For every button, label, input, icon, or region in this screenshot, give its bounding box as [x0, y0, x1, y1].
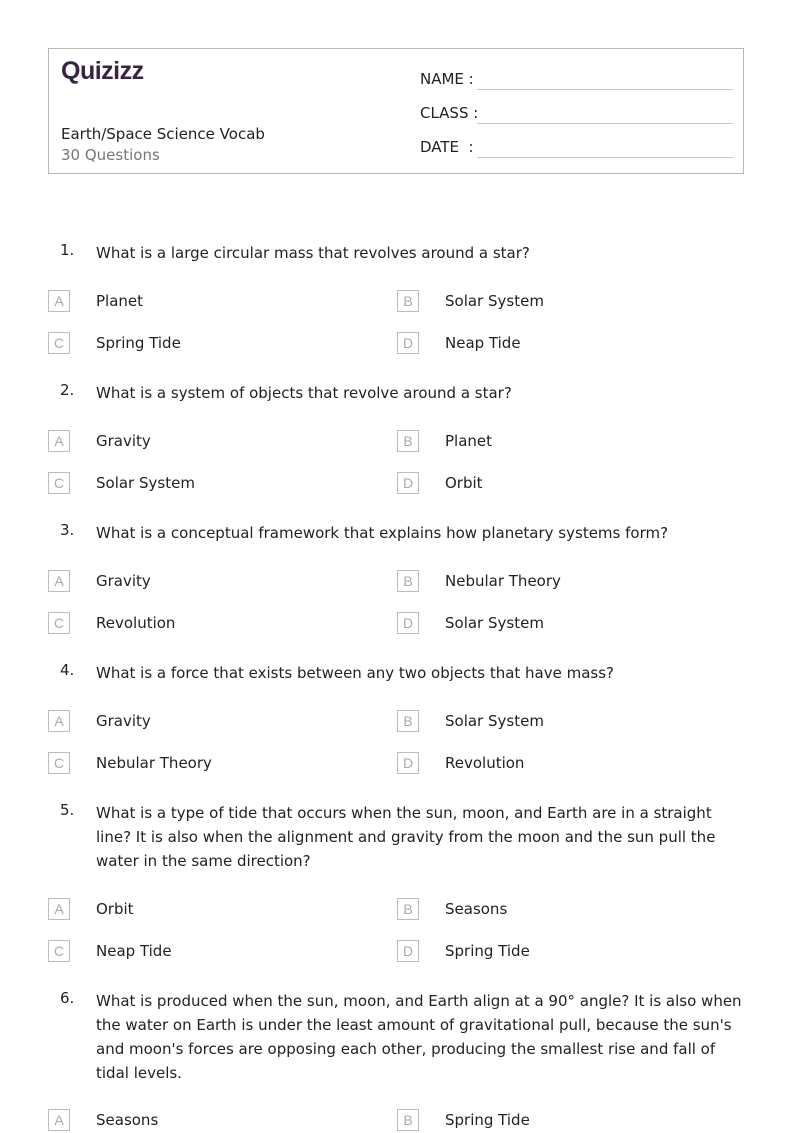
worksheet-header — [48, 48, 744, 174]
option-letter-box: C — [48, 940, 70, 962]
option-text: Solar System — [445, 712, 544, 730]
name-field[interactable] — [420, 66, 733, 90]
option-letter-box: C — [48, 752, 70, 774]
option-text: Spring Tide — [445, 1111, 530, 1129]
option-text: Planet — [96, 292, 144, 310]
date-field[interactable] — [420, 134, 733, 158]
option-text: Neap Tide — [96, 942, 172, 960]
class-field[interactable] — [420, 100, 733, 124]
question-text: What is a system of objects that revolve around a star? — [96, 384, 512, 402]
option-text: Gravity — [96, 432, 151, 450]
option-letter-box: B — [397, 430, 419, 452]
option-letter-box: B — [397, 290, 419, 312]
option-letter-box: B — [397, 898, 419, 920]
option-text: Gravity — [96, 712, 151, 730]
question-text: What is a conceptual framework that explains how planetary systems form? — [96, 524, 669, 542]
option-text: Spring Tide — [96, 334, 181, 352]
date-label: DATE : — [420, 138, 474, 156]
option-text: Planet — [445, 432, 493, 450]
option-letter-box: A — [48, 290, 70, 312]
option-letter-box: A — [48, 710, 70, 732]
question-text: What is a force that exists between any two objects that have mass? — [96, 664, 615, 682]
option-letter-box: D — [397, 612, 419, 634]
question-number: 1. — [60, 241, 75, 259]
worksheet-title: Earth/Space Science Vocab — [61, 125, 265, 143]
name-line[interactable] — [477, 89, 733, 90]
option-text: Seasons — [96, 1111, 159, 1129]
option-letter-box: B — [397, 1109, 419, 1131]
option-letter-box: D — [397, 472, 419, 494]
option-text: Nebular Theory — [445, 572, 561, 590]
option-letter-box: C — [48, 332, 70, 354]
question-number: 3. — [60, 521, 75, 539]
option-letter-box: C — [48, 472, 70, 494]
option-text: Solar System — [445, 292, 544, 310]
option-letter-box: B — [397, 570, 419, 592]
option-letter-box: A — [48, 898, 70, 920]
question-number: 4. — [60, 661, 75, 679]
question-number: 2. — [60, 381, 75, 399]
option-letter-box: A — [48, 570, 70, 592]
question-text: What is produced when the sun, moon, and Earth align at a 90° angle? It is also when the water on Earth is under the least amount of gravitational pull, because the sun's and moon's forces are opposing each other, producing the smallest rise and fall of tidal levels. — [96, 992, 742, 1082]
option-text: Spring Tide — [445, 942, 530, 960]
option-text: Revolution — [445, 754, 525, 772]
question-count: 30 Questions — [61, 146, 160, 164]
option-letter-box: A — [48, 1109, 70, 1131]
question-text: What is a type of tide that occurs when the sun, moon, and Earth are in a straight line? It is also when the alignment and gravity from the moon and the sun pull the water in the same direction? — [96, 804, 716, 870]
name-label: NAME : — [420, 70, 474, 88]
option-letter-box: C — [48, 612, 70, 634]
option-text: Nebular Theory — [96, 754, 212, 772]
quizizz-logo: Quizizz — [61, 57, 144, 85]
option-text: Gravity — [96, 572, 151, 590]
option-text: Revolution — [96, 614, 176, 632]
option-text: Solar System — [96, 474, 195, 492]
question-number: 6. — [60, 989, 75, 1007]
date-line[interactable] — [477, 157, 733, 158]
option-text: Orbit — [445, 474, 483, 492]
question-number: 5. — [60, 801, 75, 819]
option-text: Seasons — [445, 900, 508, 918]
option-letter-box: A — [48, 430, 70, 452]
option-letter-box: D — [397, 332, 419, 354]
option-text: Neap Tide — [445, 334, 521, 352]
option-letter-box: D — [397, 940, 419, 962]
option-letter-box: D — [397, 752, 419, 774]
option-text: Orbit — [96, 900, 134, 918]
class-line[interactable] — [477, 123, 733, 124]
option-text: Solar System — [445, 614, 544, 632]
question-text: What is a large circular mass that revolves around a star? — [96, 244, 530, 262]
class-label: CLASS : — [420, 104, 479, 122]
option-letter-box: B — [397, 710, 419, 732]
